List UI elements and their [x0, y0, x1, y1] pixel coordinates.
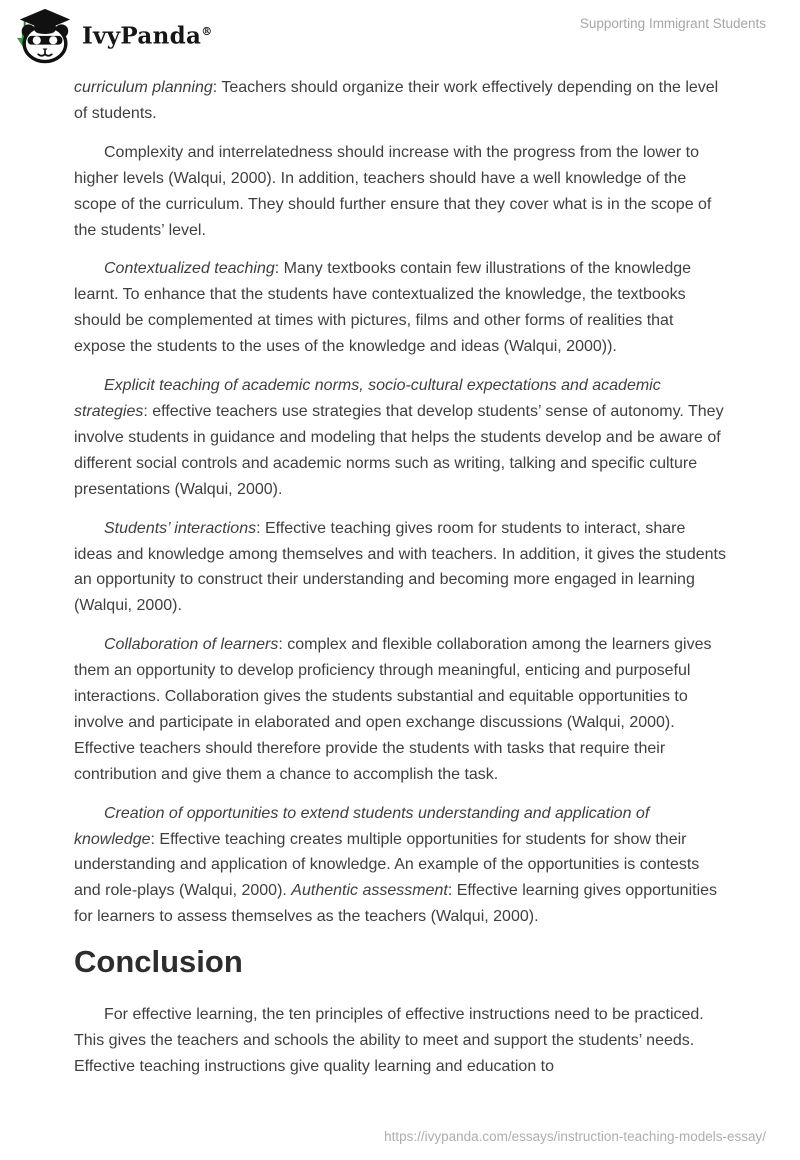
document-body: [0, 75, 800, 1080]
paragraph-run: : Effective learning gives opportunities for learners to assess themselves as the teachers (Walqui, 2000).: [74, 882, 718, 926]
paragraph-run-italic: Students’ interactions: [104, 519, 257, 537]
paragraph-run-italic: Authentic assessment: [291, 882, 448, 900]
brand[interactable]: [14, 2, 213, 67]
paragraph-run: : effective teachers use strategies that develop students’ sense of autonomy. They involve students in guidance and modeling that helps the students develop and be aware of different social controls and academic norms such as writing, talking and specific culture presentations (Walqui, 2000).: [74, 402, 724, 498]
paragraph-run-italic: curriculum planning: [74, 79, 213, 96]
page-footer: [384, 1128, 766, 1146]
source-url-link[interactable]: https://ivypanda.com/essays/instruction-teaching-models-essay/: [384, 1129, 766, 1144]
paragraph: [74, 373, 726, 503]
paragraph: [74, 632, 726, 787]
paragraph-run: For effective learning, the ten principles of effective instructions need to be practiced. This gives the teachers and schools the ability to meet and support the students’ needs. Effective teaching instructions give quality learning and education to: [74, 1006, 704, 1075]
paragraph: [74, 516, 726, 620]
registered-mark: ®: [201, 25, 213, 38]
paragraph-run-italic: Explicit teaching of academic norms, socio-cultural expectations and academic strategies: [74, 377, 661, 420]
running-header-title: Supporting Immigrant Students: [579, 16, 766, 31]
paragraph: [74, 140, 726, 244]
paragraph-run: : Many textbooks contain few illustrations of the knowledge learnt. To enhance that the students have contextualized the knowledge, the textbooks should be complemented at times with pictures, films and other forms of realities that expose the students to the uses of the knowledge and ideas (Walqui, 2000)).: [74, 260, 692, 356]
paragraph: [74, 256, 726, 360]
paragraph-run: : Effective teaching creates multiple opportunities for students for show their understanding and application of knowledge. An example of the opportunities is contests and role-plays (Walqui, 2000).: [74, 830, 700, 900]
paragraph-run-italic: Creation of opportunities to extend students understanding and application of knowledge: [74, 804, 650, 848]
paragraph-run: : Effective teaching gives room for students to interact, share ideas and knowledge among themselves and with teachers. In addition, it gives the students an opportunity to construct their understanding and becoming more engaged in learning (Walqui, 2000).: [74, 519, 726, 615]
paragraph: [74, 1002, 726, 1080]
paragraph: [74, 75, 726, 127]
paragraph-run-italic: Collaboration of learners: [104, 636, 279, 654]
panda-graduation-cap-icon: [14, 4, 76, 64]
paragraph: [74, 801, 726, 931]
paragraph-run: Complexity and interrelatedness should increase with the progress from the lower to higher levels (Walqui, 2000). In addition, teachers should have a well knowledge of the scope of the curriculum. They should further ensure that they cover what is in the scope of the students’ level.: [74, 143, 712, 239]
paragraph-run: : Teachers should organize their work effectively depending on the level of students.: [74, 79, 719, 122]
brand-name: IvyPanda®: [82, 22, 213, 50]
page-header: [0, 0, 800, 62]
paragraph-run-italic: Contextualized teaching: [104, 260, 275, 278]
section-heading: Conclusion: [74, 944, 243, 980]
paragraph-run: : complex and flexible collaboration among the learners gives them an opportunity to develop proficiency through meaningful, enticing and purposeful interactions. Collaboration gives the students substantial and equitable opportunities to involve and participate in elaborated and open exchange discussions (Walqui, 2000). Effective teachers should therefore provide the students with tasks that require their contribution and give them a chance to accomplish the task.: [74, 636, 712, 783]
